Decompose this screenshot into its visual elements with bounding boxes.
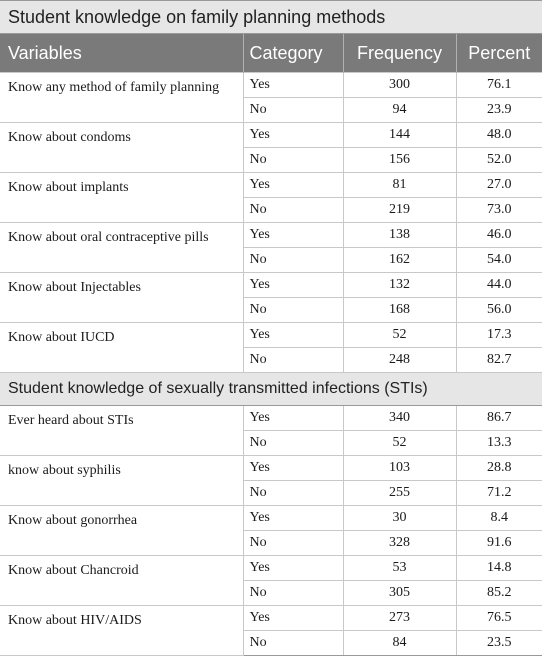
header-frequency: Frequency	[343, 34, 456, 73]
header-category: Category	[243, 34, 343, 73]
frequency-cell: 255	[343, 481, 456, 506]
percent-cell: 85.2	[456, 581, 542, 606]
table-row	[0, 406, 542, 431]
percent-cell: 54.0	[456, 248, 542, 273]
category-cell: No	[243, 98, 343, 123]
frequency-cell: 248	[343, 348, 456, 373]
category-cell: Yes	[243, 556, 343, 581]
percent-cell: 14.8	[456, 556, 542, 581]
category-cell: No	[243, 481, 343, 506]
percent-cell: 46.0	[456, 223, 542, 248]
category-cell: No	[243, 298, 343, 323]
frequency-cell: 94	[343, 98, 456, 123]
variable-cell: Know any method of family planning	[0, 73, 243, 123]
variable-cell: Know about oral contraceptive pills	[0, 223, 243, 273]
percent-cell: 56.0	[456, 298, 542, 323]
percent-cell: 52.0	[456, 148, 542, 173]
category-cell: Yes	[243, 73, 343, 98]
category-cell: No	[243, 581, 343, 606]
frequency-cell: 81	[343, 173, 456, 198]
table-row	[0, 173, 542, 198]
variable-cell: know about syphilis	[0, 456, 243, 506]
variable-cell: Know about HIV/AIDS	[0, 606, 243, 656]
frequency-cell: 273	[343, 606, 456, 631]
table-row	[0, 556, 542, 581]
table-title-row	[0, 1, 542, 34]
category-cell: No	[243, 531, 343, 556]
category-cell: Yes	[243, 606, 343, 631]
table-row	[0, 273, 542, 298]
table-row	[0, 73, 542, 98]
section-header-row	[0, 373, 542, 406]
frequency-cell: 168	[343, 298, 456, 323]
category-cell: No	[243, 148, 343, 173]
frequency-cell: 162	[343, 248, 456, 273]
frequency-cell: 340	[343, 406, 456, 431]
percent-cell: 28.8	[456, 456, 542, 481]
category-cell: No	[243, 248, 343, 273]
frequency-cell: 30	[343, 506, 456, 531]
table-row	[0, 506, 542, 531]
category-cell: Yes	[243, 323, 343, 348]
variable-cell: Know about Injectables	[0, 273, 243, 323]
category-cell: Yes	[243, 456, 343, 481]
table-header-row	[0, 34, 542, 73]
variable-cell: Know about gonorrhea	[0, 506, 243, 556]
frequency-cell: 52	[343, 323, 456, 348]
category-cell: No	[243, 198, 343, 223]
category-cell: No	[243, 431, 343, 456]
table-title: Student knowledge on family planning methods	[0, 1, 542, 34]
percent-cell: 76.1	[456, 73, 542, 98]
frequency-cell: 53	[343, 556, 456, 581]
variable-cell: Know about implants	[0, 173, 243, 223]
frequency-cell: 84	[343, 631, 456, 656]
frequency-cell: 52	[343, 431, 456, 456]
frequency-cell: 132	[343, 273, 456, 298]
percent-cell: 48.0	[456, 123, 542, 148]
category-cell: Yes	[243, 173, 343, 198]
category-cell: No	[243, 348, 343, 373]
category-cell: Yes	[243, 406, 343, 431]
variable-cell: Know about Chancroid	[0, 556, 243, 606]
category-cell: Yes	[243, 506, 343, 531]
frequency-cell: 156	[343, 148, 456, 173]
category-cell: Yes	[243, 123, 343, 148]
frequency-cell: 305	[343, 581, 456, 606]
frequency-cell: 103	[343, 456, 456, 481]
category-cell: Yes	[243, 273, 343, 298]
category-cell: No	[243, 631, 343, 656]
percent-cell: 13.3	[456, 431, 542, 456]
percent-cell: 71.2	[456, 481, 542, 506]
percent-cell: 76.5	[456, 606, 542, 631]
variable-cell: Know about condoms	[0, 123, 243, 173]
percent-cell: 73.0	[456, 198, 542, 223]
variable-cell: Know about IUCD	[0, 323, 243, 373]
table-row	[0, 223, 542, 248]
table-body	[0, 1, 542, 656]
frequency-cell: 144	[343, 123, 456, 148]
percent-cell: 23.5	[456, 631, 542, 656]
percent-cell: 86.7	[456, 406, 542, 431]
frequency-cell: 300	[343, 73, 456, 98]
header-variables: Variables	[0, 34, 243, 73]
percent-cell: 23.9	[456, 98, 542, 123]
percent-cell: 82.7	[456, 348, 542, 373]
percent-cell: 91.6	[456, 531, 542, 556]
percent-cell: 44.0	[456, 273, 542, 298]
table-row	[0, 323, 542, 348]
variable-cell: Ever heard about STIs	[0, 406, 243, 456]
table-row	[0, 123, 542, 148]
header-percent: Percent	[456, 34, 542, 73]
table-row	[0, 456, 542, 481]
frequency-cell: 219	[343, 198, 456, 223]
percent-cell: 8.4	[456, 506, 542, 531]
category-cell: Yes	[243, 223, 343, 248]
table-row	[0, 606, 542, 631]
section-title: Student knowledge of sexually transmitted infections (STIs)	[0, 373, 542, 406]
percent-cell: 17.3	[456, 323, 542, 348]
frequency-cell: 138	[343, 223, 456, 248]
frequency-cell: 328	[343, 531, 456, 556]
percent-cell: 27.0	[456, 173, 542, 198]
